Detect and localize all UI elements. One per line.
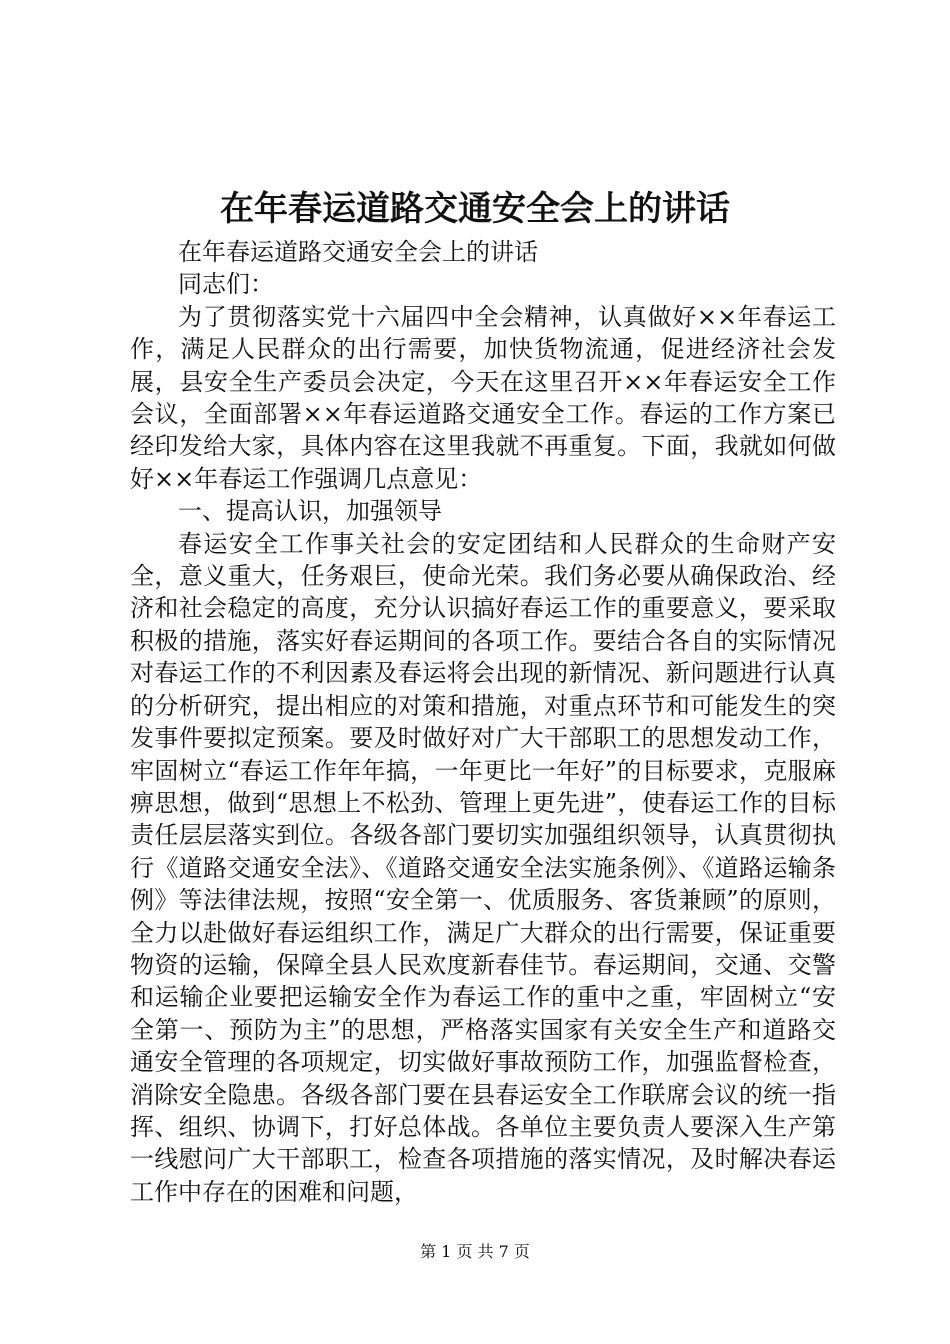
subtitle-line: 在年春运道路交通安全会上的讲话 — [178, 238, 538, 266]
page-footer: 第 1 页 共 7 页 — [420, 1242, 530, 1261]
document-body — [130, 236, 836, 1208]
section-heading-1: 一、提高认识，加强领导 — [178, 497, 442, 526]
document-title: 在年春运道路交通安全会上的讲话 — [220, 189, 730, 229]
salutation: 同志们： — [178, 270, 274, 299]
intro-paragraph: 为了贯彻落实党十六届四中全会精神，认真做好××年春运工作，满足人民群众的出行需要，加快货物流通，促进经济社会发展，县安全生产委员会决定，今天在这里召开××年春运安全工作会议，全面部署××年春运道路交通安全工作。春运的工作方案已经印发给大家，具体内容在这里我就不再重复。下面，我就如何做好××年春运工作强调几点意见： — [130, 302, 836, 493]
section-1-paragraph: 春运安全工作事关社会的安定团结和人民群众的生命财产安全，意义重大，任务艰巨，使命光荣。我们务必要从确保政治、经济和社会稳定的高度，充分认识搞好春运工作的重要意义，要采取积极的措施，落实好春运期间的各项工作。要结合各自的实际情况对春运工作的不利因素及春运将会出现的新情况、新问题进行认真的分析研究，提出相应的对策和措施，对重点环节和可能发生的突发事件要拟定预案。要及时做好对广大干部职工的思想发动工作，牢固树立“春运工作年年搞，一年更比一年好”的目标要求，克服麻痹思想，做到“思想上不松劲、管理上更先进”，使春运工作的目标责任层层落实到位。各级各部门要切实加强组织领导，认真贯彻执行《道路交通安全法》、《道路交通安全法实施条例》、《道路运输条例》等法律法规，按照“安全第一、优质服务、客货兼顾”的原则，全力以赴做好春运组织工作，满足广大群众的出行需要，保证重要物资的运输，保障全县人民欢度新春佳节。春运期间，交通、交警和运输企业要把运输安全作为春运工作的重中之重，牢固树立“安全第一、预防为主”的思想，严格落实国家有关安全生产和道路交通安全管理的各项规定，切实做好事故预防工作，加强监督检查，消除安全隐患。各级各部门要在县春运安全工作联席会议的统一指挥、组织、协调下，打好总体战。各单位主要负责人要深入生产第一线慰问广大干部职工，检查各项措施的落实情况，及时解决春运工作中存在的困难和问题， — [130, 529, 836, 1206]
